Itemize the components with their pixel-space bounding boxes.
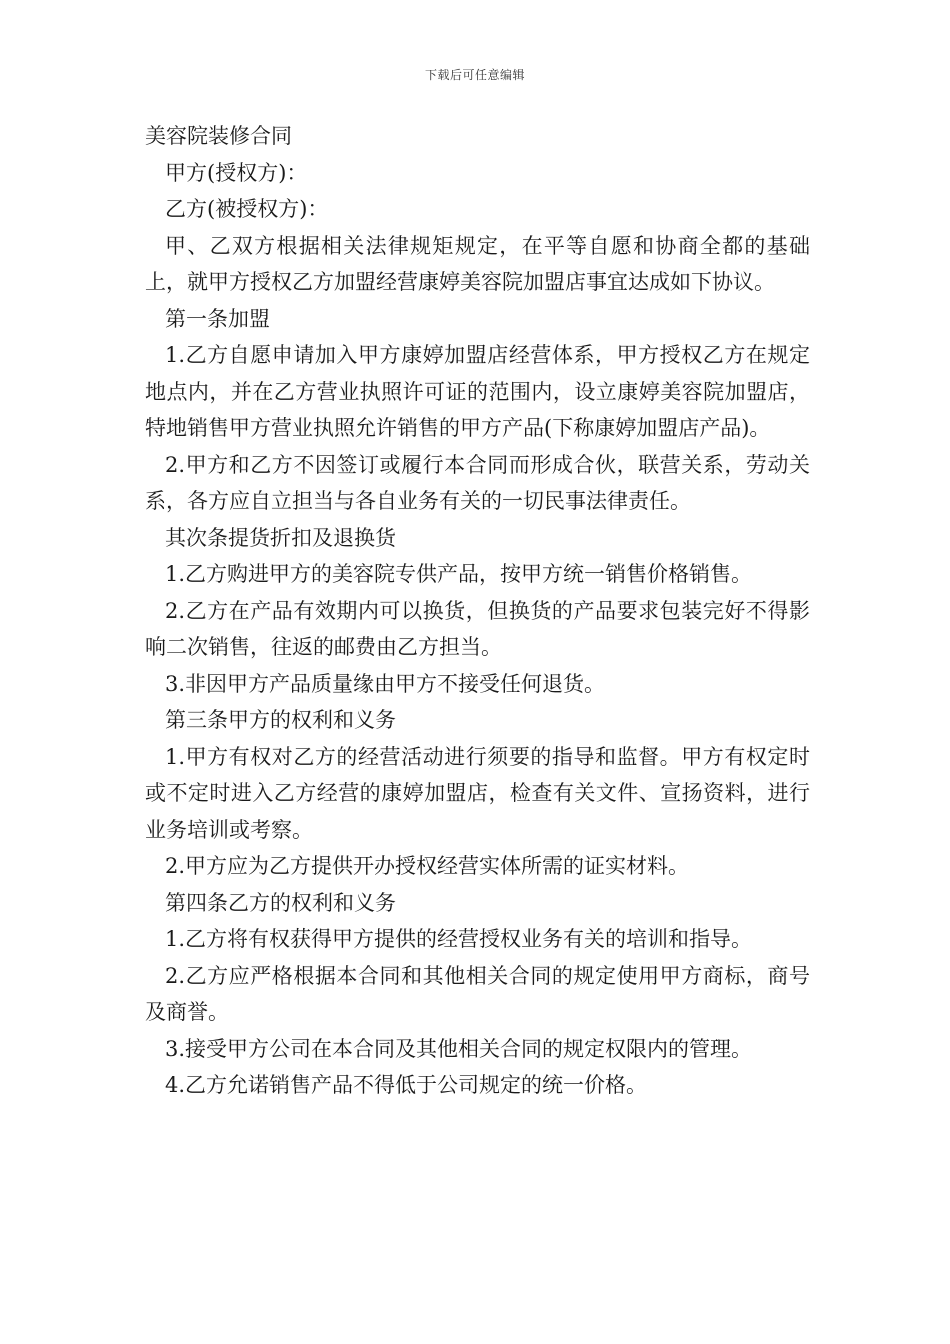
page-header: 下载后可任意编辑 — [424, 68, 525, 82]
article-3-clause-1: 1.甲方有权对乙方的经营活动进行须要的指导和监督。甲方有权定时或不定时进入乙方经营的康婷加盟店，检查有关文件、宣扬资料，进行业务培训或考察。 — [145, 744, 810, 842]
article-2-clause-1: 1.乙方购进甲方的美容院专供产品，按甲方统一销售价格销售。 — [165, 562, 753, 586]
article-1-heading: 第一条加盟 — [165, 306, 270, 331]
article-1-clause-2: 2.甲方和乙方不因签订或履行本合同而形成合伙，联营关系，劳动关系，各方应自立担当与各自业务有关的一切民事法律责任。 — [145, 452, 810, 513]
article-3-clause-2: 2.甲方应为乙方提供开办授权经营实体所需的证实材料。 — [165, 854, 690, 878]
document-body — [145, 118, 810, 1104]
article-4-clause-3: 3.接受甲方公司在本合同及其他相关合同的规定权限内的管理。 — [165, 1036, 753, 1061]
article-4-clause-1: 1.乙方将有权获得甲方提供的经营授权业务有关的培训和指导。 — [165, 927, 753, 951]
article-3-heading: 第三条甲方的权利和义务 — [165, 708, 396, 732]
article-4-clause-2: 2.乙方应严格根据本合同和其他相关合同的规定使用甲方商标，商号及商誉。 — [145, 963, 810, 1024]
article-4-heading: 第四条乙方的权利和义务 — [165, 890, 396, 915]
article-2-clause-2: 2.乙方在产品有效期内可以换货，但换货的产品要求包装完好不得影响二次销售，往返的邮费由乙方担当。 — [145, 598, 810, 659]
article-1-clause-1: 1.乙方自愿申请加入甲方康婷加盟店经营体系，甲方授权乙方在规定地点内，并在乙方营业执照许可证的范围内，设立康婷美容院加盟店，特地销售甲方营业执照允许销售的甲方产品(下称康婷加盟店产品)。 — [145, 343, 810, 440]
article-2-clause-3: 3.非因甲方产品质量缘由甲方不接受任何退货。 — [165, 671, 606, 696]
preamble-paragraph: 甲、乙双方根据相关法律规矩规定，在平等自愿和协商全都的基础上，就甲方授权乙方加盟经营康婷美容院加盟店事宜达成如下协议。 — [145, 233, 810, 294]
party-a-line: 甲方(授权方)： — [165, 160, 308, 185]
article-4-clause-4: 4.乙方允诺销售产品不得低于公司规定的统一价格。 — [165, 1073, 648, 1097]
article-2-heading: 其次条提货折扣及退换货 — [165, 525, 396, 550]
party-b-line: 乙方(被授权方)： — [165, 197, 329, 221]
document-title: 美容院装修合同 — [145, 124, 292, 148]
